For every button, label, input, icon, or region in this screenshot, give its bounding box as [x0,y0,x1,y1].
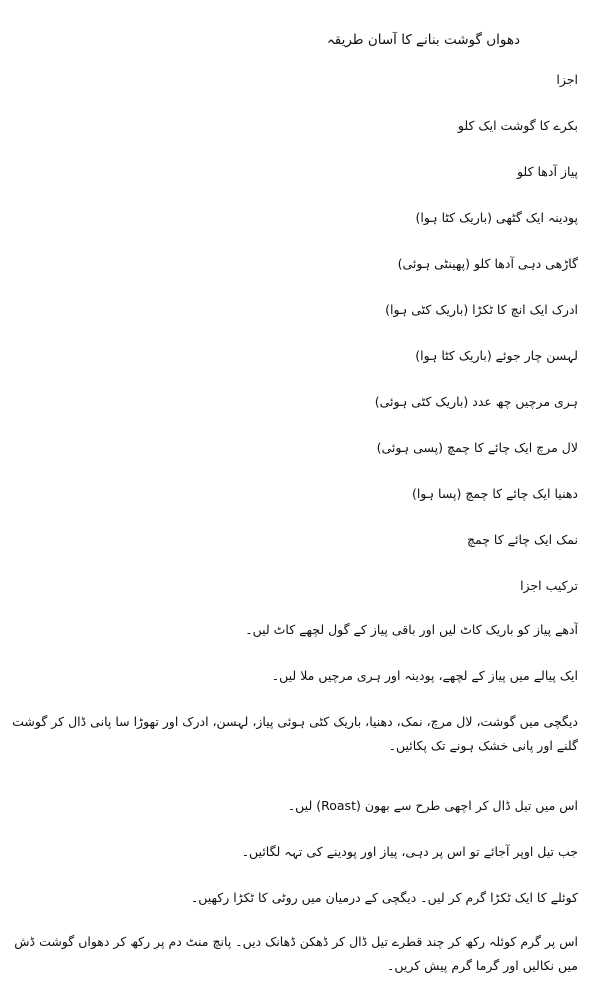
method-step: جب تیل اوپر آجائے تو اس پر دہی، پیاز اور پودینے کی تہہ لگائیں۔ [241,844,578,859]
method-heading: ترکیب اجزا [520,578,578,593]
ingredient-item: لہسن چار جوئے (باریک کٹا ہوا) [415,348,578,363]
method-step: اس پر گرم کوئلہ رکھ کر چند قطرے تیل ڈال کر ڈھکن ڈھانک دیں۔ پانچ منٹ دم پر رکھ کر دھواں گوشت ڈش میں نکالیں اور گرما گرم پیش کریں۔ [14,934,578,973]
ingredient-item: ادرک ایک انچ کا ٹکڑا (باریک کٹی ہوا) [385,302,578,317]
ingredient-item: لال مرچ ایک چائے کا چمچ (پسی ہوئی) [376,440,578,455]
ingredient-item: نمک ایک چائے کا چمچ [466,532,578,547]
ingredient-item: پودینہ ایک گٹھی (باریک کٹا ہوا) [415,210,578,225]
method-step: دیگچی میں گوشت، لال مرچ، نمک، دھنیا، باریک کٹی ہوئی پیاز، لہسن، ادرک اور تھوڑا سا پانی ڈال کر گوشت گلنے اور پانی خشک ہونے تک پکائیں۔ [12,714,578,753]
ingredients-heading: اجزا [556,72,578,87]
ingredient-item: دھنیا ایک چائے کا چمچ (پسا ہوا) [411,486,578,501]
method-step: کوئلے کا ایک ٹکڑا گرم کر لیں۔ دیگچی کے درمیان میں روٹی کا ٹکڑا رکھیں۔ [190,890,578,905]
page-title: دھواں گوشت بنانے کا آسان طریقہ [326,32,520,48]
method-step: ایک پیالے میں پیاز کے لچھے، پودینہ اور ہری مرچیں ملا لیں۔ [271,668,578,683]
method-step: اس میں تیل ڈال کر اچھی طرح سے بھون (Roast) لیں۔ [287,798,578,813]
method-step: آدھے پیاز کو باریک کاٹ لیں اور باقی پیاز کے گول لچھے کاٹ لیں۔ [245,622,578,637]
ingredient-item: بکرے کا گوشت ایک کلو [457,118,578,133]
ingredient-item: پیاز آدھا کلو [516,164,578,179]
ingredient-item: گاڑھی دہی آدھا کلو (پھینٹی ہوئی) [397,256,578,271]
ingredient-item: ہری مرچیں چھ عدد (باریک کٹی ہوئی) [374,394,578,409]
